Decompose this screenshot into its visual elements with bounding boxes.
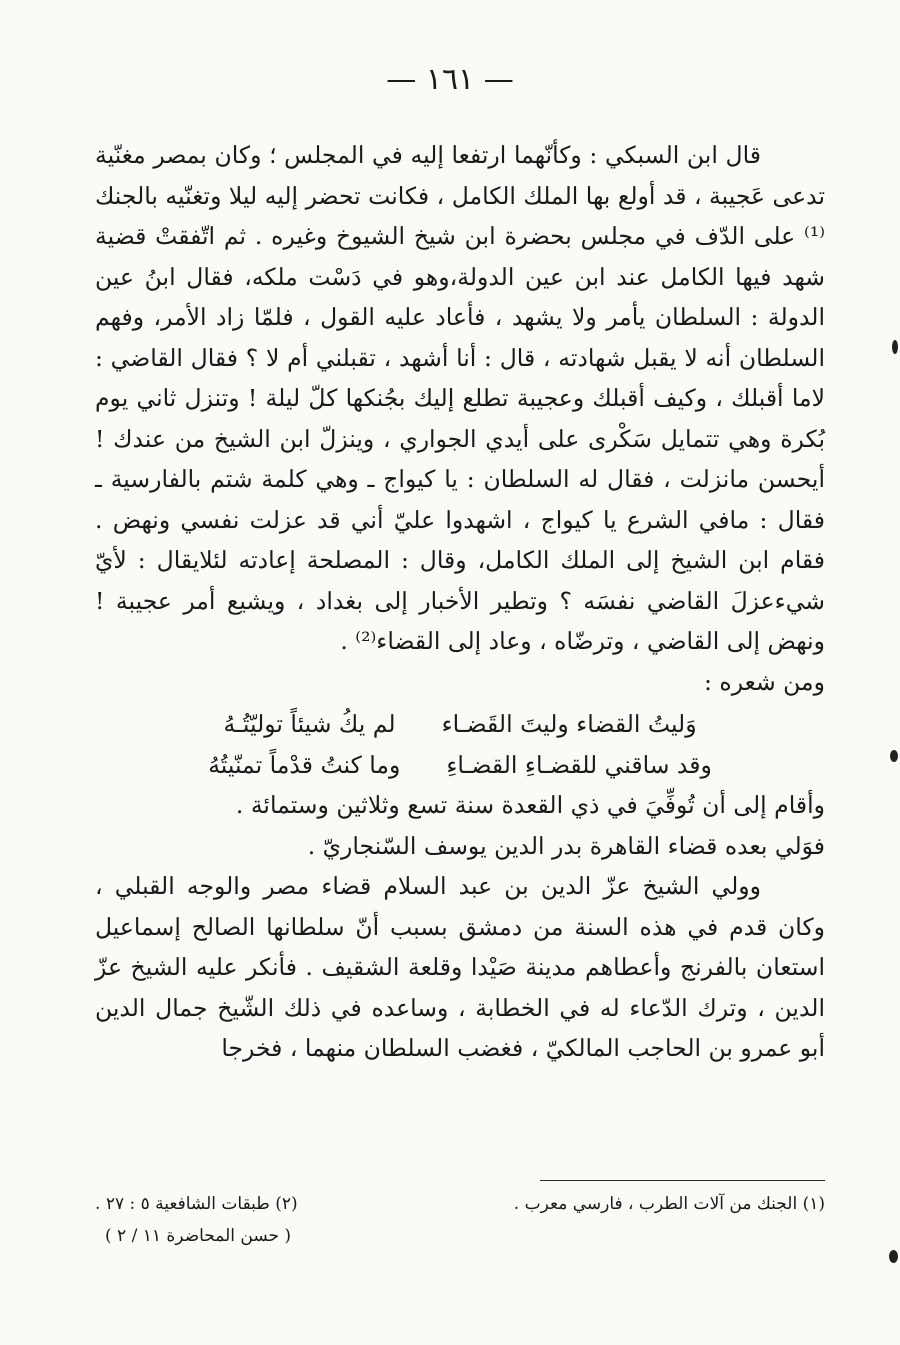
- footnotes: [95, 1188, 825, 1252]
- scan-speck: [892, 340, 898, 354]
- paragraph-anecdote: قال ابن السبكي : وكأنّهما ارتفعا إليه في المجلس ؛ وكان بمصر مغنّية تدعى عَجيبة ، قد أولع بها الملك الكامل ، فكانت تحضر إليه ليلا وتغنّيه بالجنك ⁽¹⁾ على الدّف في مجلس بحضرة ابن شيخ الشيوخ وغيره . ثم اتّفقتْ قضية شهد فيها الكامل عند ابن عين الدولة،وهو في دَسْت ملكه، فقال ابنُ عين الدولة : السلطان يأمر ولا يشهد ، فأعاد عليه القول ، فلمّا زاد الأمر، وفهم السلطان أنه لا يقبل شهادته ، قال : أنا أشهد ، تقبلني أم لا ؟ فقال القاضي : لاما أقبلك ، وكيف أقبلك وعجيبة تطلع إليك بجُنكها كلّ ليلة ! وتنزل ثاني يوم بُكرة وهي تتمايل سَكْرى على أيدي الجواري ، وينزلّ ابن الشيخ من عندك ! أيحسن مانزلت ، فقال له السلطان : يا كيواج ـ وهي كلمة شتم بالفارسية ـ فقال : مافي الشرع يا كيواج ، اشهدوا عليّ أني قد عزلت نفسي ونهض . فقام ابن الشيخ إلى الملك الكامل، وقال : المصلحة إعادته لئلايقال : لأيّ شيءعزلَ القاضي نفسَه ؟ وتطير الأخبار إلى بغداد ، ويشيع أمر عجيبة ! ونهض إلى القاضي ، وترضّاه ، وعاد إلى القضاء⁽²⁾ .: [95, 141, 825, 655]
- footnote-divider: [540, 1180, 825, 1181]
- footnote-1: (١) الجنك من آلات الطرب ، فارسي معرب .: [513, 1194, 825, 1214]
- footnote-2: (٢) طبقات الشافعية ٥ : ٢٧ .: [95, 1194, 298, 1214]
- page-number: — ١٦١ —: [386, 62, 514, 97]
- verse-first-hemistich: وقد ساقني للقضـاءِ القضـاءِ: [446, 750, 712, 779]
- footnote-row: [95, 1188, 825, 1220]
- verse-second-hemistich: وما كنتُ قدْماً تمنّيتُهُ: [208, 750, 401, 779]
- poem: [95, 704, 825, 785]
- verse-second-hemistich: لم يكُ شيئاً توليّتُـهُ: [223, 710, 396, 738]
- verse-intro: ومن شعره :: [704, 667, 825, 696]
- scan-speck: [890, 750, 898, 762]
- main-text: [95, 135, 825, 1069]
- scan-speck: [889, 1250, 898, 1263]
- verse-line: [95, 745, 825, 786]
- paragraph-izz-al-din: وولي الشيخ عزّ الدين بن عبد السلام قضاء مصر والوجه القبلي ، وكان قدم في هذه السنة من دمشق بسبب أنّ سلطانها الصالح إسماعيل استعان بالفرنج وأعطاهم مدينة صَيْدا وقلعة الشقيف . فأنكر عليه الشيخ عزّ الدين ، وترك الدّعاء له في الخطابة ، وساعده في ذلك الشّيخ جمال الدين أبو عمرو بن الحاجب المالكيّ ، فغضب السلطان منهما ، فخرجا: [95, 872, 825, 1062]
- verse-first-hemistich: وَليتُ القضاء وليتَ القَضـاء: [441, 710, 697, 738]
- verse-line: [95, 704, 825, 745]
- footnote-2-continued: ( حسن المحاضرة ١١ / ٢ ): [105, 1226, 292, 1246]
- paragraph-successor: فوَلي بعده قضاء القاهرة بدر الدين يوسف السّنجاريّ .: [307, 831, 825, 860]
- paragraph-death: وأقام إلى أن تُوفِّيَ في ذي القعدة سنة تسع وثلاثين وستمائة .: [235, 791, 825, 819]
